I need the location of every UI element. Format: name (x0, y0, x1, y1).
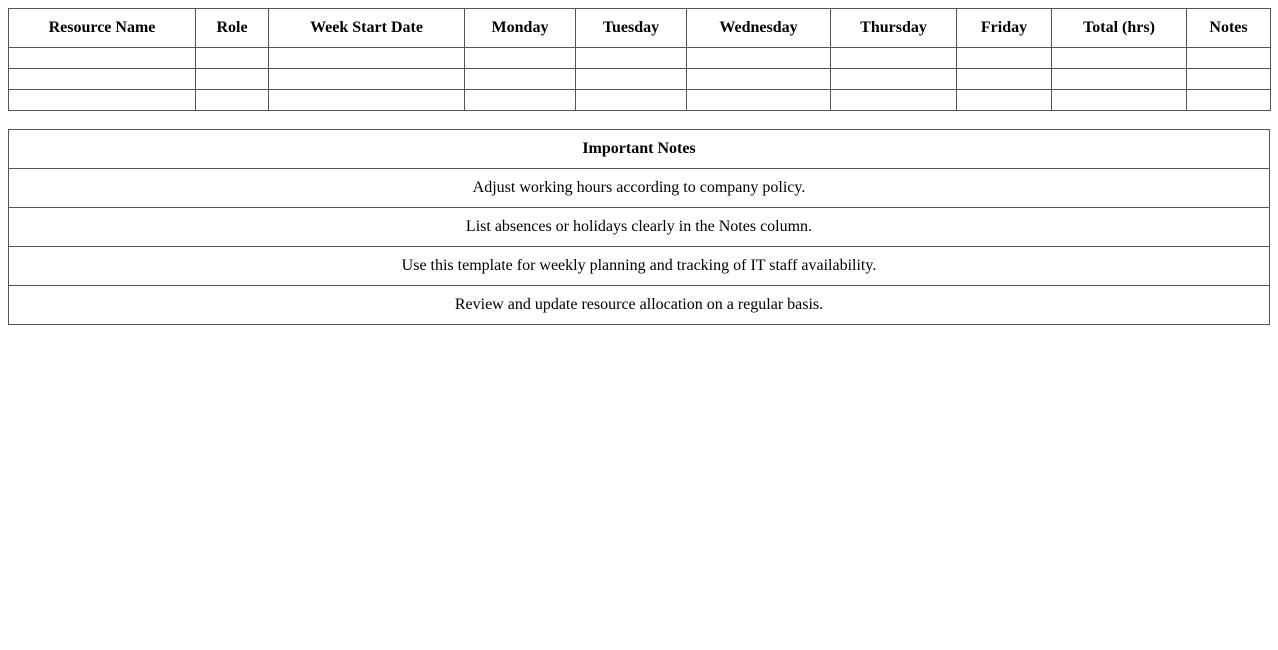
cell-wednesday[interactable] (687, 90, 831, 111)
cell-resource-name[interactable] (9, 69, 196, 90)
header-total-hours: Total (hrs) (1052, 9, 1187, 48)
header-week-start-date: Week Start Date (269, 9, 465, 48)
header-thursday: Thursday (831, 9, 957, 48)
cell-tuesday[interactable] (576, 90, 687, 111)
table-header-row (9, 9, 1271, 48)
notes-row (9, 169, 1270, 208)
header-tuesday: Tuesday (576, 9, 687, 48)
cell-week-start-date[interactable] (269, 48, 465, 69)
cell-friday[interactable] (957, 90, 1052, 111)
cell-resource-name[interactable] (9, 48, 196, 69)
cell-total-hours[interactable] (1052, 69, 1187, 90)
table-row (9, 90, 1271, 111)
cell-role[interactable] (196, 69, 269, 90)
header-wednesday: Wednesday (687, 9, 831, 48)
header-role: Role (196, 9, 269, 48)
cell-tuesday[interactable] (576, 48, 687, 69)
table-row (9, 69, 1271, 90)
cell-wednesday[interactable] (687, 69, 831, 90)
note-item: Review and update resource allocation on a regular basis. (9, 286, 1270, 325)
cell-role[interactable] (196, 90, 269, 111)
resource-allocation-table (8, 8, 1271, 111)
cell-notes[interactable] (1187, 48, 1271, 69)
important-notes-table (8, 129, 1270, 325)
header-resource-name: Resource Name (9, 9, 196, 48)
cell-resource-name[interactable] (9, 90, 196, 111)
notes-row (9, 286, 1270, 325)
header-monday: Monday (465, 9, 576, 48)
note-item: List absences or holidays clearly in the Notes column. (9, 208, 1270, 247)
header-friday: Friday (957, 9, 1052, 48)
notes-title: Important Notes (9, 130, 1270, 169)
cell-week-start-date[interactable] (269, 69, 465, 90)
table-row (9, 48, 1271, 69)
cell-thursday[interactable] (831, 48, 957, 69)
cell-notes[interactable] (1187, 90, 1271, 111)
cell-friday[interactable] (957, 48, 1052, 69)
cell-tuesday[interactable] (576, 69, 687, 90)
cell-friday[interactable] (957, 69, 1052, 90)
notes-row (9, 208, 1270, 247)
cell-monday[interactable] (465, 69, 576, 90)
notes-row (9, 247, 1270, 286)
cell-role[interactable] (196, 48, 269, 69)
cell-total-hours[interactable] (1052, 90, 1187, 111)
note-item: Use this template for weekly planning and tracking of IT staff availability. (9, 247, 1270, 286)
cell-notes[interactable] (1187, 69, 1271, 90)
cell-wednesday[interactable] (687, 48, 831, 69)
cell-monday[interactable] (465, 90, 576, 111)
cell-week-start-date[interactable] (269, 90, 465, 111)
header-notes: Notes (1187, 9, 1271, 48)
notes-header-row (9, 130, 1270, 169)
cell-total-hours[interactable] (1052, 48, 1187, 69)
cell-thursday[interactable] (831, 69, 957, 90)
cell-thursday[interactable] (831, 90, 957, 111)
note-item: Adjust working hours according to company policy. (9, 169, 1270, 208)
cell-monday[interactable] (465, 48, 576, 69)
